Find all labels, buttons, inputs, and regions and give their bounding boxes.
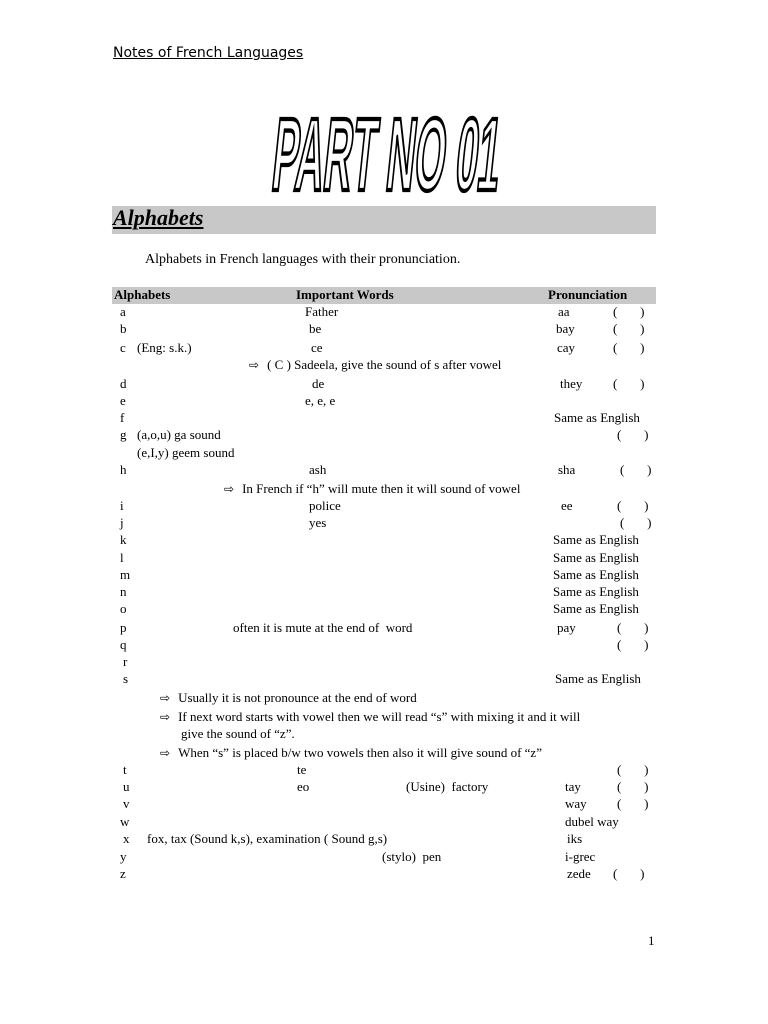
part-banner-text: PART NO 01 (267, 96, 540, 212)
letter-u: u (123, 779, 130, 794)
letter-m: m (120, 567, 131, 582)
pron-k: Same as English (553, 532, 639, 547)
note-s-2-cont: give the sound of “z”. (181, 726, 295, 741)
letter-q: q (120, 637, 127, 652)
arrow-right-outline-icon: ⇨ (160, 691, 171, 705)
letter-c: c (120, 340, 126, 355)
word-c: ce (311, 340, 323, 355)
letter-e: e (120, 393, 126, 408)
paren-a: ( ) (613, 304, 645, 319)
section-title: Alphabets (113, 205, 204, 230)
letter-f: f (120, 410, 125, 425)
word-j: yes (309, 515, 327, 530)
letter-h: h (120, 462, 127, 477)
note-s-3: ⇨ When “s” is placed b/w two vowels then also it will give sound of “z” (160, 745, 542, 760)
letter-g: g (120, 427, 127, 442)
arrow-right-outline-icon: ⇨ (160, 710, 171, 724)
word-b: be (309, 321, 322, 336)
word-a: Father (305, 304, 339, 319)
pron-z: zede (567, 866, 591, 881)
document-title: Notes of French Languages (113, 45, 304, 61)
column-header-important-words: Important Words (296, 287, 394, 302)
letter-i: i (120, 498, 124, 513)
letter-k: k (120, 532, 127, 547)
paren-u: ( ) (617, 779, 649, 794)
pron-d: they (560, 376, 583, 391)
letter-y: y (120, 849, 127, 864)
note-h-rule: ⇨ In French if “h” will mute then it will sound of vowel (224, 481, 521, 496)
note-x: fox, tax (Sound k,s), examination ( Sound g,s) (147, 831, 388, 846)
arrow-right-outline-icon: ⇨ (224, 482, 235, 496)
arrow-right-outline-icon: ⇨ (249, 358, 260, 372)
paren-h: ( ) (620, 462, 652, 477)
word-d: de (312, 376, 325, 391)
paren-q: ( ) (617, 637, 649, 652)
paren-d: ( ) (613, 376, 645, 391)
letter-l: l (120, 550, 124, 565)
pron-a: aa (558, 304, 570, 319)
pron-u: tay (565, 779, 581, 794)
pron-l: Same as English (553, 550, 639, 565)
page-number: 1 (648, 933, 655, 948)
pron-i: ee (561, 498, 573, 513)
pron-s: Same as English (555, 671, 641, 686)
note-g: (a,o,u) ga sound (137, 427, 221, 442)
paren-z: ( ) (613, 866, 645, 881)
paren-g: ( ) (617, 427, 649, 442)
paren-b: ( ) (613, 321, 645, 336)
letter-v: v (123, 796, 130, 811)
note-c-rule: ⇨ ( C ) Sadeela, give the sound of s after vowel (249, 357, 502, 372)
paren-v: ( ) (617, 796, 649, 811)
paren-c: ( ) (613, 340, 645, 355)
intro-paragraph: Alphabets in French languages with their pronunciation. (145, 252, 461, 267)
letter-t: t (123, 762, 127, 777)
paren-p: ( ) (617, 620, 649, 635)
word-u: eo (297, 779, 310, 794)
pron-m: Same as English (553, 567, 639, 582)
letter-s: s (123, 671, 129, 686)
pron-n: Same as English (553, 584, 639, 599)
pron-w: dubel way (565, 814, 619, 829)
paren-t: ( ) (617, 762, 649, 777)
note-g-2: (e,I,y) geem sound (137, 445, 235, 460)
letter-z: z (120, 866, 126, 881)
letter-p: p (120, 620, 127, 635)
letter-o: o (120, 601, 127, 616)
pron-c: cay (557, 340, 576, 355)
note-c: (Eng: s.k.) (137, 340, 192, 355)
pron-v: way (565, 796, 587, 811)
word-i: police (309, 498, 341, 513)
letter-d: d (120, 376, 127, 391)
paren-i: ( ) (617, 498, 649, 513)
letter-b: b (120, 321, 127, 336)
word-e: e, e, e (305, 393, 336, 408)
word-h: ash (309, 462, 327, 477)
pron-p: pay (557, 620, 576, 635)
letter-w: w (120, 814, 130, 829)
pron-h: sha (558, 462, 576, 477)
extra-u: (Usine) factory (406, 779, 489, 794)
pron-b: bay (556, 321, 575, 336)
letter-n: n (120, 584, 127, 599)
word-p: often it is mute at the end of word (233, 620, 413, 635)
part-banner (262, 82, 540, 212)
note-s-1: ⇨ Usually it is not pronounce at the end of word (160, 690, 417, 705)
column-header-alphabets: Alphabets (114, 287, 171, 302)
letter-a: a (120, 304, 126, 319)
extra-y: (stylo) pen (382, 849, 442, 864)
letter-r: r (123, 654, 128, 669)
pron-f: Same as English (554, 410, 640, 425)
pron-x: iks (567, 831, 583, 846)
pron-y: i-grec (565, 849, 596, 864)
letter-j: j (120, 515, 124, 530)
column-header-pronunciation: Pronunciation (548, 287, 628, 302)
word-t: te (297, 762, 307, 777)
pron-o: Same as English (553, 601, 639, 616)
paren-j: ( ) (620, 515, 652, 530)
arrow-right-outline-icon: ⇨ (160, 746, 171, 760)
note-s-2: ⇨ If next word starts with vowel then we will read “s” with mixing it and it will (160, 709, 581, 724)
letter-x: x (123, 831, 130, 846)
